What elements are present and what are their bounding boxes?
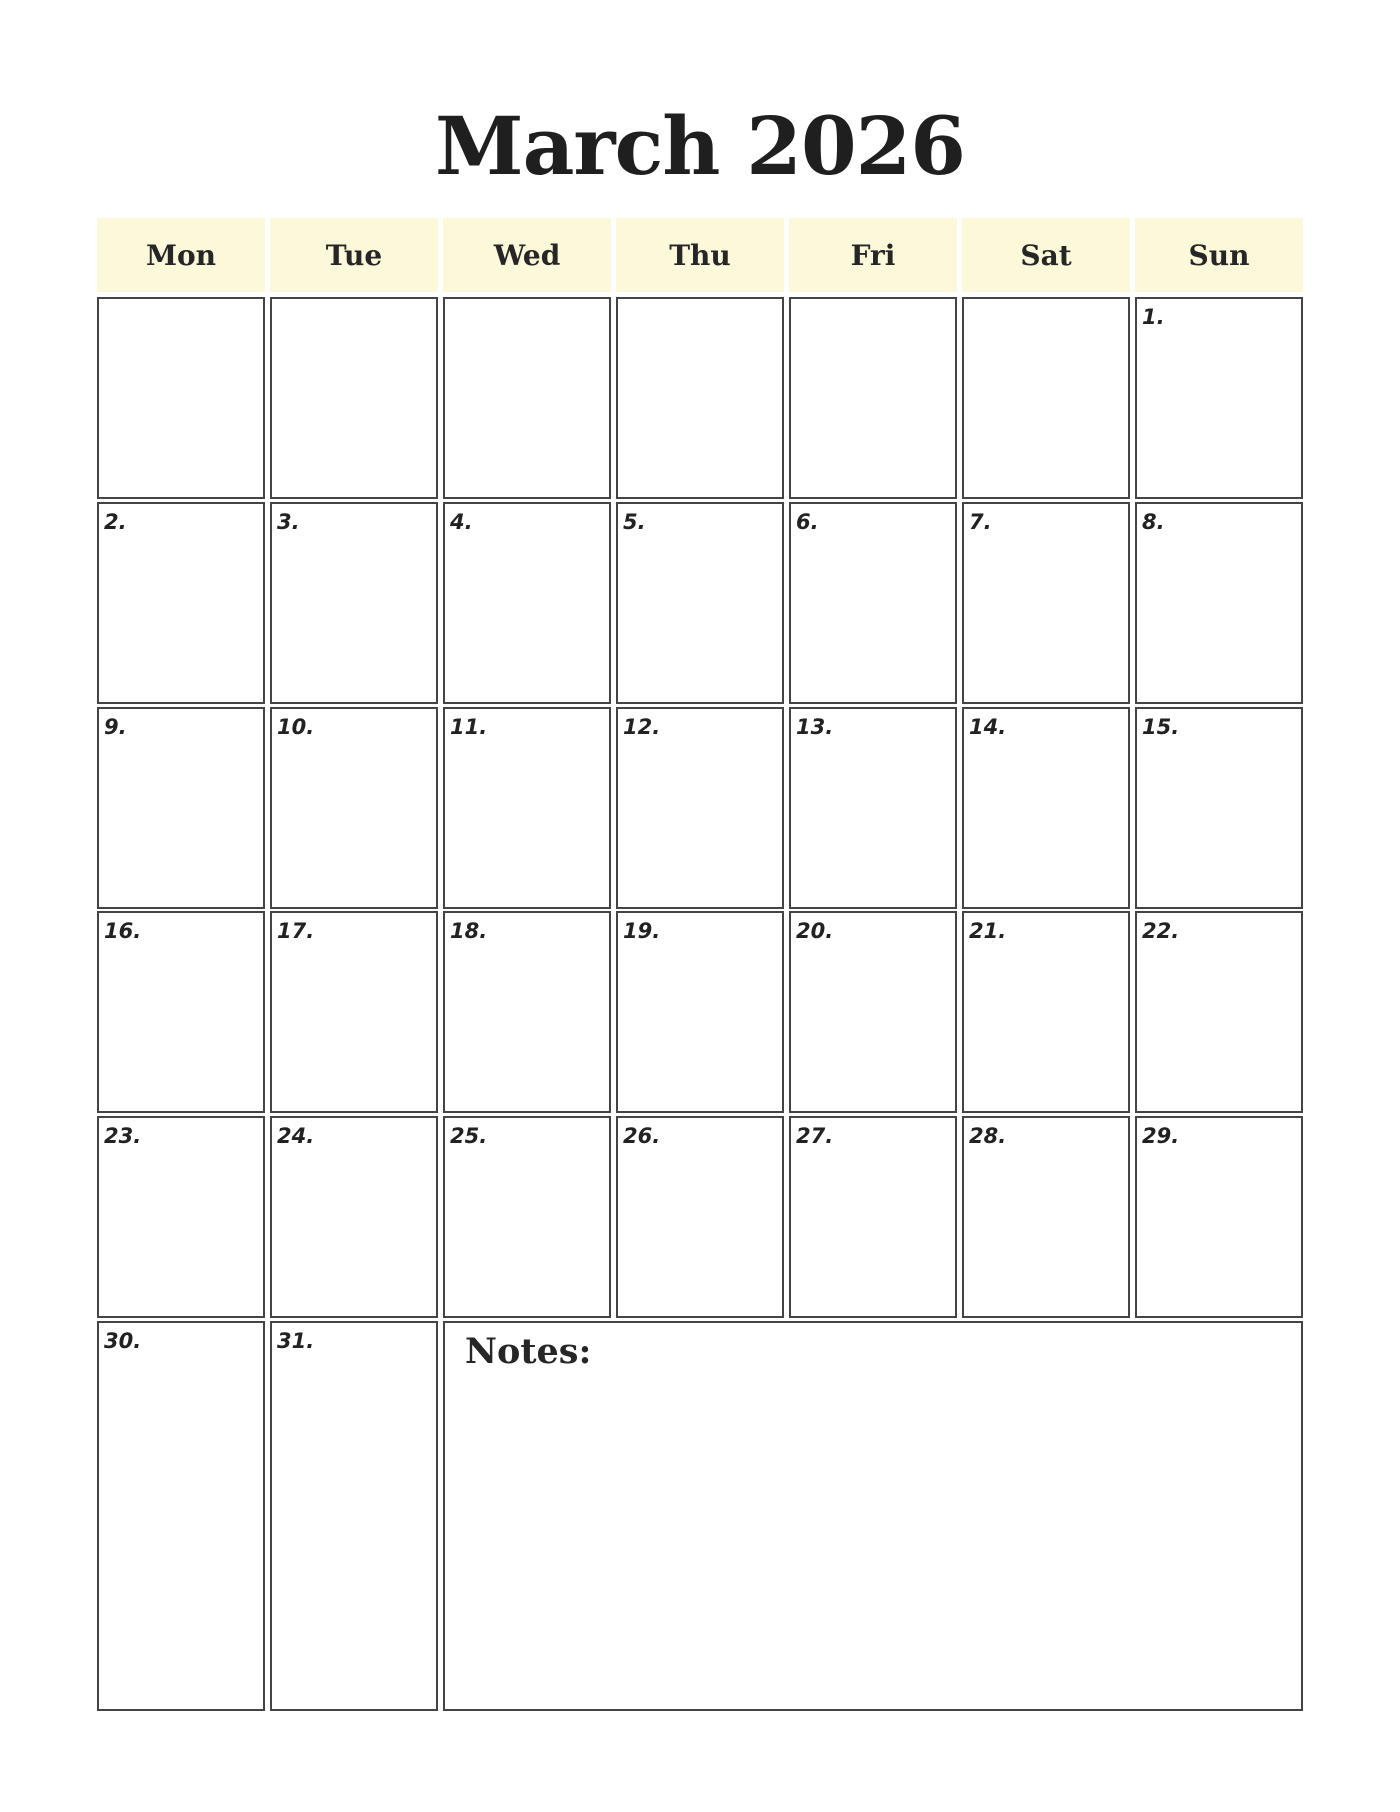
day-cell[interactable] [962, 1116, 1130, 1318]
day-cell[interactable] [97, 1321, 265, 1711]
day-cell[interactable] [962, 911, 1130, 1113]
day-number: 9. [104, 715, 127, 739]
day-cell[interactable] [270, 911, 438, 1113]
day-number: 16. [104, 919, 142, 943]
day-cell[interactable] [1135, 297, 1303, 499]
day-cell[interactable] [1135, 911, 1303, 1113]
calendar-title: March 2026 [435, 99, 965, 193]
day-cell[interactable] [97, 707, 265, 909]
day-cell[interactable] [443, 1116, 611, 1318]
day-number: 26. [623, 1124, 661, 1148]
weekday-header-fri: Fri [789, 218, 957, 292]
empty-day-cell [97, 297, 265, 499]
day-number: 2. [104, 510, 127, 534]
day-number: 3. [277, 510, 300, 534]
day-cell[interactable] [443, 911, 611, 1113]
weekday-header-tue: Tue [270, 218, 438, 292]
day-number: 21. [969, 919, 1007, 943]
day-cell[interactable] [616, 1116, 784, 1318]
day-number: 10. [277, 715, 315, 739]
day-number: 23. [104, 1124, 142, 1148]
day-number: 15. [1142, 715, 1180, 739]
day-cell[interactable] [789, 1116, 957, 1318]
day-number: 30. [104, 1329, 142, 1353]
empty-day-cell [443, 297, 611, 499]
day-cell[interactable] [789, 502, 957, 704]
day-number: 29. [1142, 1124, 1180, 1148]
day-cell[interactable] [616, 707, 784, 909]
empty-day-cell [270, 297, 438, 499]
day-number: 20. [796, 919, 834, 943]
day-number: 24. [277, 1124, 315, 1148]
day-cell[interactable] [1135, 1116, 1303, 1318]
day-number: 27. [796, 1124, 834, 1148]
day-cell[interactable] [97, 1116, 265, 1318]
day-cell[interactable] [1135, 707, 1303, 909]
day-number: 8. [1142, 510, 1165, 534]
day-cell[interactable] [270, 1321, 438, 1711]
weekday-header-sat: Sat [962, 218, 1130, 292]
day-number: 25. [450, 1124, 488, 1148]
empty-day-cell [616, 297, 784, 499]
day-number: 13. [796, 715, 834, 739]
day-number: 17. [277, 919, 315, 943]
day-number: 5. [623, 510, 646, 534]
notes-box[interactable] [443, 1321, 1303, 1711]
day-number: 7. [969, 510, 992, 534]
day-cell[interactable] [962, 707, 1130, 909]
day-number: 11. [450, 715, 488, 739]
day-number: 22. [1142, 919, 1180, 943]
day-number: 18. [450, 919, 488, 943]
day-number: 19. [623, 919, 661, 943]
day-cell[interactable] [1135, 502, 1303, 704]
day-cell[interactable] [443, 707, 611, 909]
weekday-header-thu: Thu [616, 218, 784, 292]
day-cell[interactable] [962, 502, 1130, 704]
day-number: 6. [796, 510, 819, 534]
day-cell[interactable] [789, 911, 957, 1113]
empty-day-cell [789, 297, 957, 499]
day-cell[interactable] [789, 707, 957, 909]
day-cell[interactable] [270, 707, 438, 909]
day-number: 31. [277, 1329, 315, 1353]
day-cell[interactable] [97, 502, 265, 704]
day-cell[interactable] [270, 502, 438, 704]
day-cell[interactable] [270, 1116, 438, 1318]
day-cell[interactable] [97, 911, 265, 1113]
notes-label: Notes: [465, 1331, 592, 1372]
weekday-header-mon: Mon [97, 218, 265, 292]
day-cell[interactable] [616, 911, 784, 1113]
empty-day-cell [962, 297, 1130, 499]
day-number: 1. [1142, 305, 1165, 329]
weekday-header-sun: Sun [1135, 218, 1303, 292]
day-cell[interactable] [616, 502, 784, 704]
day-number: 28. [969, 1124, 1007, 1148]
day-number: 14. [969, 715, 1007, 739]
weekday-header-wed: Wed [443, 218, 611, 292]
day-number: 4. [450, 510, 473, 534]
day-number: 12. [623, 715, 661, 739]
day-cell[interactable] [443, 502, 611, 704]
